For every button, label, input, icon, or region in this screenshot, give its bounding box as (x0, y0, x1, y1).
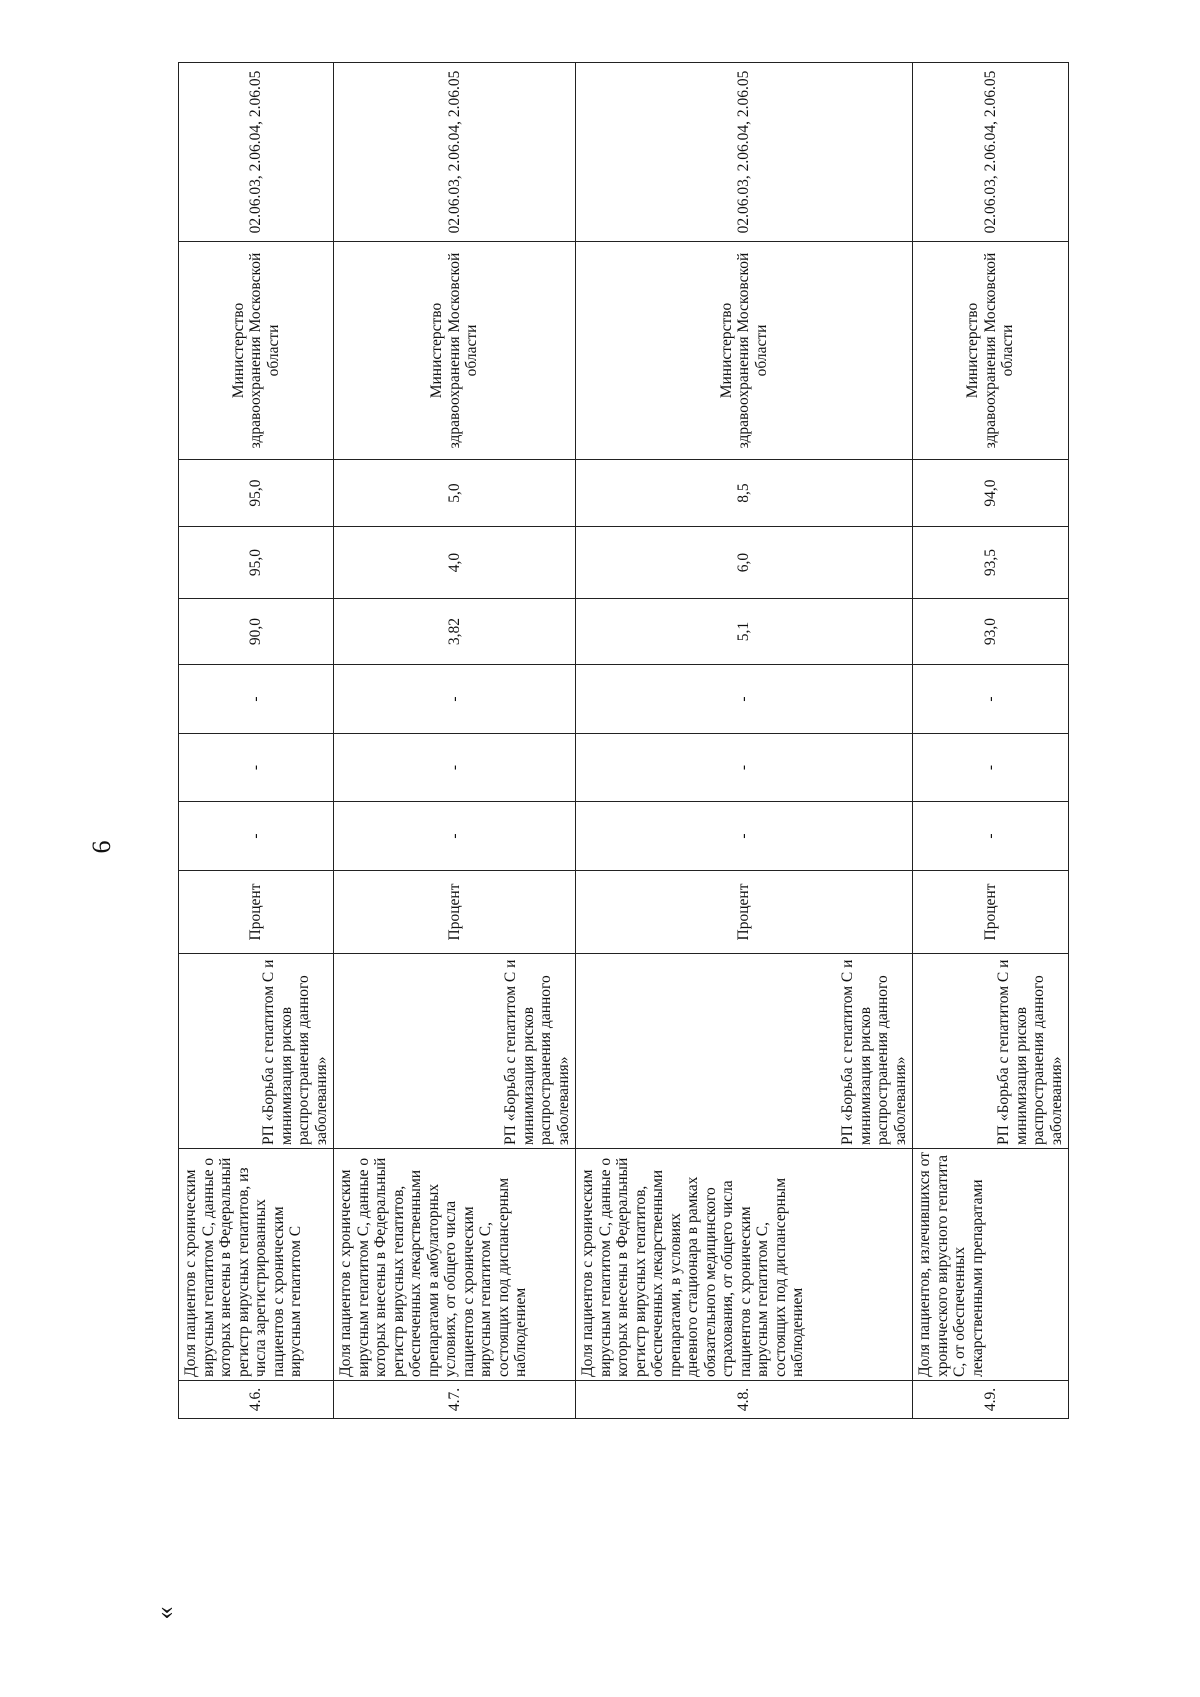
opening-quote-mark: « (150, 1606, 179, 1620)
row-number: 4.9. (913, 1381, 1069, 1419)
unit-of-measure: Процент (913, 871, 1069, 954)
indicator-value: 4,0 (334, 527, 576, 599)
indicator-value: 90,0 (179, 599, 334, 665)
table-row (179, 63, 334, 1419)
indicator-value: 93,5 (913, 527, 1069, 599)
table-row (576, 63, 913, 1419)
empty-value-dash: - (913, 665, 1069, 734)
indicator-value: 5,0 (334, 460, 576, 527)
row-number: 4.8. (576, 1381, 913, 1419)
responsible-organization: Министерство здравоохранения Московской области (334, 242, 576, 460)
responsible-organization: Министерство здравоохранения Московской области (913, 242, 1069, 460)
empty-value-dash: - (179, 665, 334, 734)
indicator-value: 6,0 (576, 527, 913, 599)
indicators-table-rotated (178, 70, 1068, 1419)
empty-value-dash: - (576, 802, 913, 871)
empty-value-dash: - (576, 734, 913, 802)
empty-value-dash: - (334, 802, 576, 871)
regional-project: РП «Борьба с гепатитом С и минимизация рисков распространения данного заболевания» (913, 954, 1069, 1149)
indicator-value: 94,0 (913, 460, 1069, 527)
indicator-value: 8,5 (576, 460, 913, 527)
indicator-value: 95,0 (179, 527, 334, 599)
row-number: 4.6. (179, 1381, 334, 1419)
responsible-organization: Министерство здравоохранения Московской области (576, 242, 913, 460)
regional-project: РП «Борьба с гепатитом С и минимизация рисков распространения данного заболевания» (576, 954, 913, 1149)
regional-project: РП «Борьба с гепатитом С и минимизация рисков распространения данного заболевания» (179, 954, 334, 1149)
empty-value-dash: - (913, 802, 1069, 871)
table-row (334, 63, 576, 1419)
indicator-name: Доля пациентов с хроническим вирусным гепатитом С, данные о которых внесены в Федеральный регистр вирусных гепатитов, из числа зарегистрированных пациентов с хроническим вирусным гепатитом С (179, 1149, 334, 1381)
empty-value-dash: - (179, 734, 334, 802)
empty-value-dash: - (576, 665, 913, 734)
program-codes: 02.06.03, 2.06.04, 2.06.05 (334, 63, 576, 242)
empty-value-dash: - (334, 665, 576, 734)
empty-value-dash: - (913, 734, 1069, 802)
unit-of-measure: Процент (576, 871, 913, 954)
table-row (913, 63, 1069, 1419)
indicator-name: Доля пациентов с хроническим вирусным гепатитом С, данные о которых внесены в Федеральный регистр вирусных гепатитов, обеспеченных лекарственными препаратами, в условиях дневного стационара в рамках обязательного медицинского страхования, от общего числа пациентов с хроническим вирусным гепатитом С, состоящих под диспансерным наблюдением (576, 1149, 913, 1381)
program-codes: 02.06.03, 2.06.04, 2.06.05 (179, 63, 334, 242)
empty-value-dash: - (334, 734, 576, 802)
indicator-name: Доля пациентов с хроническим вирусным гепатитом С, данные о которых внесены в Федеральный регистр вирусных гепатитов, обеспеченных лекарственными препаратами в амбулаторных условиях, от общего числа пациентов с хроническим вирусным гепатитом С, состоящих под диспансерным наблюдением (334, 1149, 576, 1381)
indicators-table (178, 62, 1069, 1419)
indicator-value: 3,82 (334, 599, 576, 665)
unit-of-measure: Процент (179, 871, 334, 954)
indicator-value: 5,1 (576, 599, 913, 665)
responsible-organization: Министерство здравоохранения Московской области (179, 242, 334, 460)
indicator-value: 95,0 (179, 460, 334, 527)
empty-value-dash: - (179, 802, 334, 871)
unit-of-measure: Процент (334, 871, 576, 954)
page-number: 6 (87, 840, 116, 854)
regional-project: РП «Борьба с гепатитом С и минимизация рисков распространения данного заболевания» (334, 954, 576, 1149)
indicator-name: Доля пациентов, излечившихся от хронического вирусного гепатита С, от обеспеченных лекарственными препаратами (913, 1149, 1069, 1381)
indicator-value: 93,0 (913, 599, 1069, 665)
program-codes: 02.06.03, 2.06.04, 2.06.05 (576, 63, 913, 242)
row-number: 4.7. (334, 1381, 576, 1419)
program-codes: 02.06.03, 2.06.04, 2.06.05 (913, 63, 1069, 242)
